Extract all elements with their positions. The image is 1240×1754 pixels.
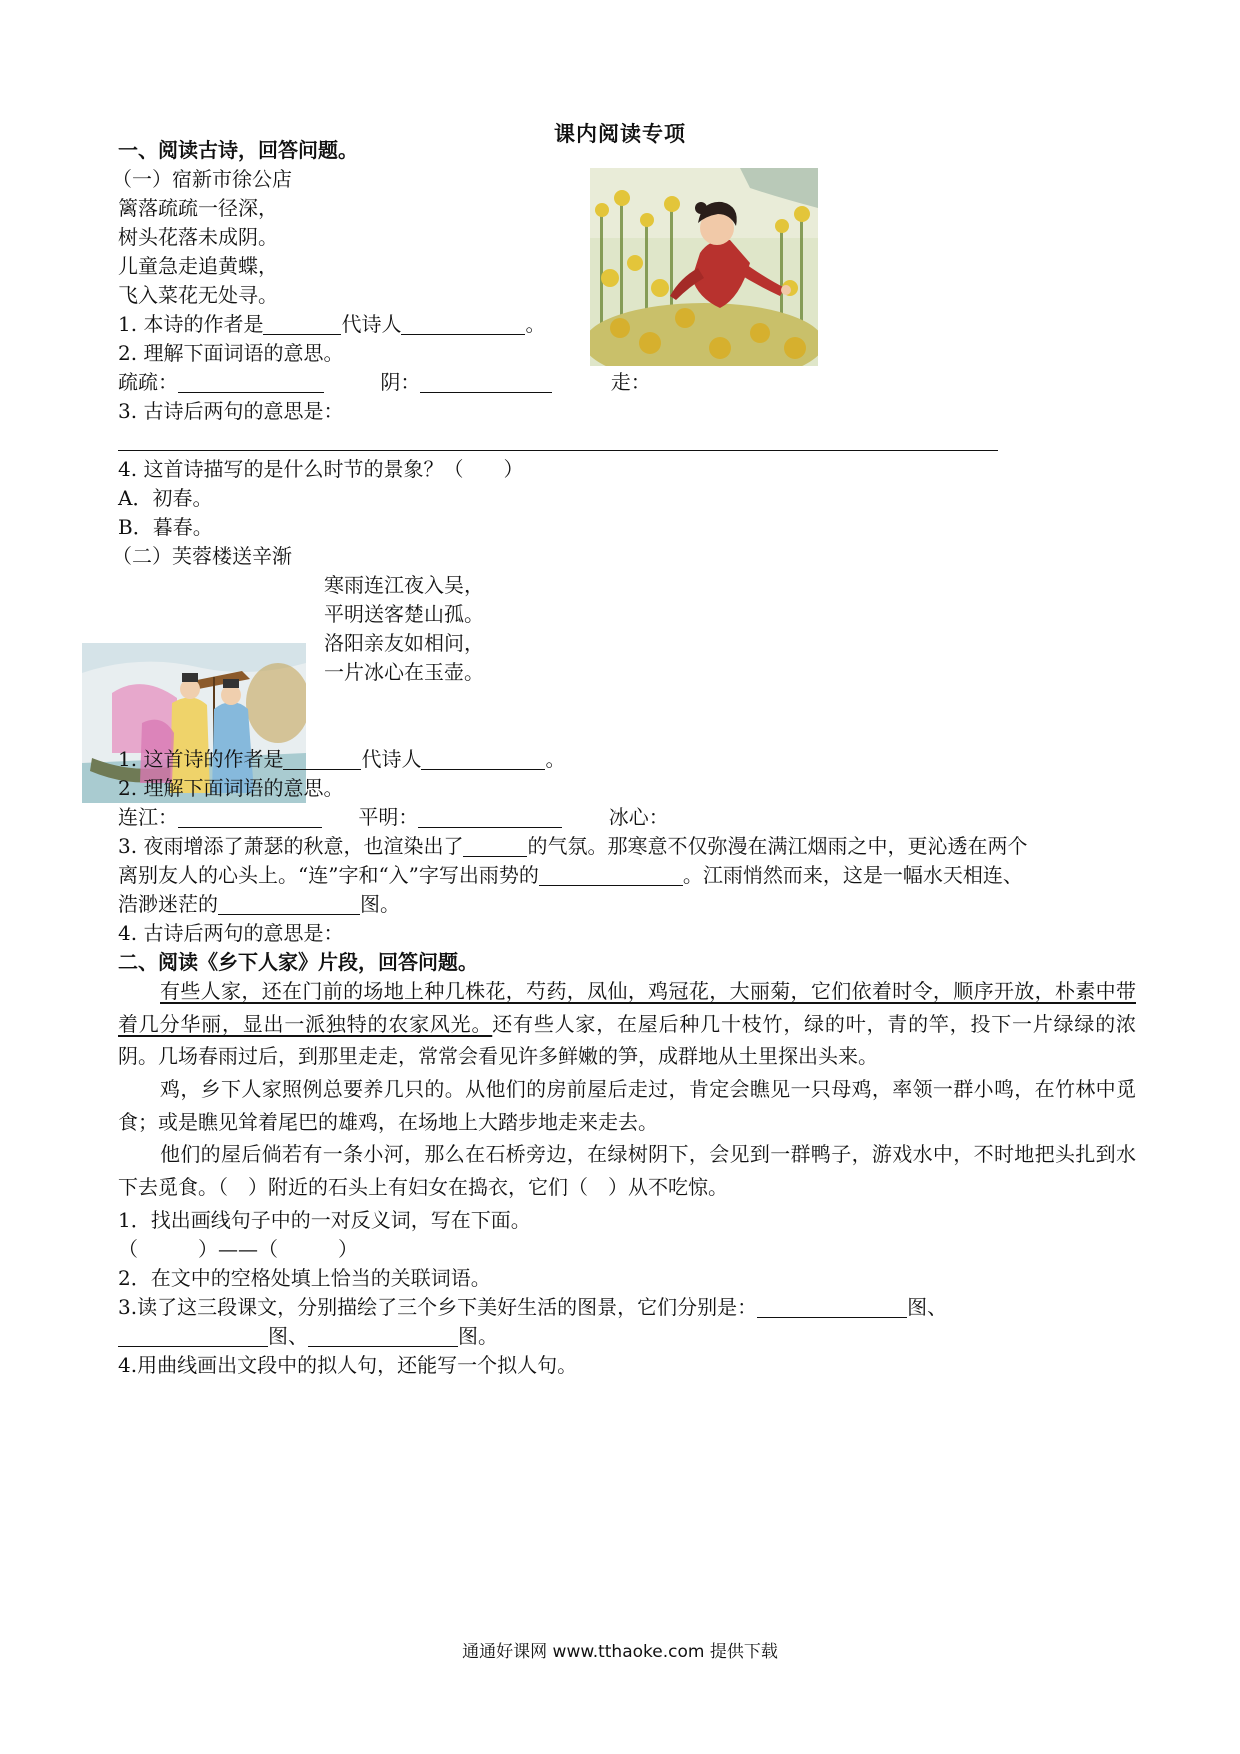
poem-1-line-4: 飞入菜花无处寻。 xyxy=(118,283,278,307)
answer-blank[interactable] xyxy=(178,807,322,828)
poem-1-answer-line[interactable] xyxy=(118,424,998,456)
poem-1-line-3: 儿童急走追黄蝶， xyxy=(118,254,278,278)
poem-1-question-2: 2. 理解下面词语的意思。 xyxy=(118,341,344,365)
page-title: 课内阅读专项 xyxy=(554,121,686,146)
poem-2-line-2: 平明送客楚山孤。 xyxy=(324,602,484,626)
answer-blank[interactable] xyxy=(539,865,683,886)
poem-2-line-3: 洛阳亲友如相问， xyxy=(324,631,484,655)
answer-blank[interactable] xyxy=(757,1297,907,1318)
passage-question-1: 1．找出画线句子中的一对反义词，写在下面。 xyxy=(118,1208,531,1232)
answer-blank[interactable] xyxy=(401,314,525,335)
answer-blank[interactable] xyxy=(308,1326,458,1347)
passage-question-2: 2．在文中的空格处填上恰当的关联词语。 xyxy=(118,1266,491,1290)
poem-1-line-1: 篱落疏疏一径深， xyxy=(118,196,278,220)
passage-question-3-line-2: 图、 图。 xyxy=(118,1320,498,1352)
antonym-answer-slots[interactable]: （ ）——（ ） xyxy=(118,1237,358,1261)
passage-question-4: 4.用曲线画出文段中的拟人句，还能写一个拟人句。 xyxy=(118,1353,578,1377)
poem-2-question-4: 4. 古诗后两句的意思是： xyxy=(118,921,344,945)
answer-blank[interactable] xyxy=(263,314,341,335)
poem-1-question-3: 3. 古诗后两句的意思是： xyxy=(118,399,344,423)
poem-2-question-3-line-2: 离别友人的心头上。“连”字和“入”字写出雨势的 。江雨悄然而来，这是一幅水天相连、 xyxy=(118,863,1023,887)
poem-1-question-1: 1. 本诗的作者是 代诗人 。 xyxy=(118,312,546,336)
passage-paragraph-2: 鸡，乡下人家照例总要养几只的。从他们的房前屋后走过，肯定会瞧见一只母鸡，率领一群小鸣，在竹林中觅食；或是瞧见耸着尾巴的雄鸡，在场地上大踏步地走来走去。 xyxy=(118,1077,1136,1134)
underlined-sentence: 有些人家，还在门前的场地上种几株花，芍药，凤仙，鸡冠花，大丽菊，它们依着时令，顺序开放，朴素中带着几分华丽，显出一派独特的农家风光。 xyxy=(118,979,1136,1036)
answer-blank[interactable] xyxy=(421,749,545,770)
poem-1-word-meanings: 疏疏： 阴： 走： xyxy=(118,370,651,394)
answer-blank[interactable] xyxy=(463,836,527,857)
option-b[interactable]: B．暮春。 xyxy=(118,515,213,539)
passage-paragraph-3: 他们的屋后倘若有一条小河，那么在石桥旁边，在绿树阴下，会见到一群鸭子，游戏水中，不时地把头扎到水下去觅食。（ ）附近的石头上有妇女在捣衣，它们（ ）从不吃惊。 xyxy=(118,1142,1136,1199)
answer-blank[interactable] xyxy=(178,372,324,393)
answer-blank[interactable] xyxy=(418,807,562,828)
poem-2-question-3-line-3: 浩渺迷茫的 图。 xyxy=(118,892,400,916)
section-1-heading: 一、阅读古诗，回答问题。 xyxy=(118,138,358,162)
passage-paragraph-1: 有些人家，还在门前的场地上种几株花，芍药，凤仙，鸡冠花，大丽菊，它们依着时令，顺序开放，朴素中带着几分华丽，显出一派独特的农家风光。还有些人家，在屋后种几十枝竹，绿的叶，青的竿，投下一片绿绿的浓阴。几场春雨过后，到那里走走，常常会看见许多鲜嫩的笋，成群地从土里探出头来。 xyxy=(118,979,1136,1068)
poem-1-line-2: 树头花落未成阴。 xyxy=(118,225,278,249)
answer-blank[interactable] xyxy=(420,372,552,393)
answer-blank[interactable] xyxy=(118,430,998,451)
poem-2-title: （二）芙蓉楼送辛渐 xyxy=(112,544,292,568)
poem-2-question-1: 1. 这首诗的作者是 代诗人 。 xyxy=(118,747,566,771)
poem-1-question-4: 4. 这首诗描写的是什么时节的景象？（ ） xyxy=(118,457,524,481)
passage-question-3-line-1: 3.读了这三段课文，分别描绘了三个乡下美好生活的图景，它们分别是： 图、 xyxy=(118,1295,948,1319)
poem-2-question-2: 2. 理解下面词语的意思。 xyxy=(118,776,344,800)
option-a[interactable]: A．初春。 xyxy=(118,486,213,510)
page-footer: 通通好课网 www.tthaoke.com 提供下载 xyxy=(462,1642,778,1662)
answer-blank[interactable] xyxy=(118,1326,268,1347)
answer-blank[interactable] xyxy=(283,749,361,770)
poem-2-word-meanings: 连江： 平明： 冰心： xyxy=(118,805,669,829)
answer-blank[interactable] xyxy=(218,894,360,915)
poem-2-line-1: 寒雨连江夜入吴， xyxy=(324,573,484,597)
child-rapeseed-illustration xyxy=(590,168,818,366)
poem-1-title: （一）宿新市徐公店 xyxy=(112,167,292,191)
section-2-heading: 二、阅读《乡下人家》片段，回答问题。 xyxy=(118,950,478,974)
poem-2-question-3-line-1: 3. 夜雨增添了萧瑟的秋意，也渲染出了 的气氛。那寒意不仅弥漫在满江烟雨之中，更沁透在两个 xyxy=(118,834,1028,858)
poem-2-line-4: 一片冰心在玉壶。 xyxy=(324,660,484,684)
